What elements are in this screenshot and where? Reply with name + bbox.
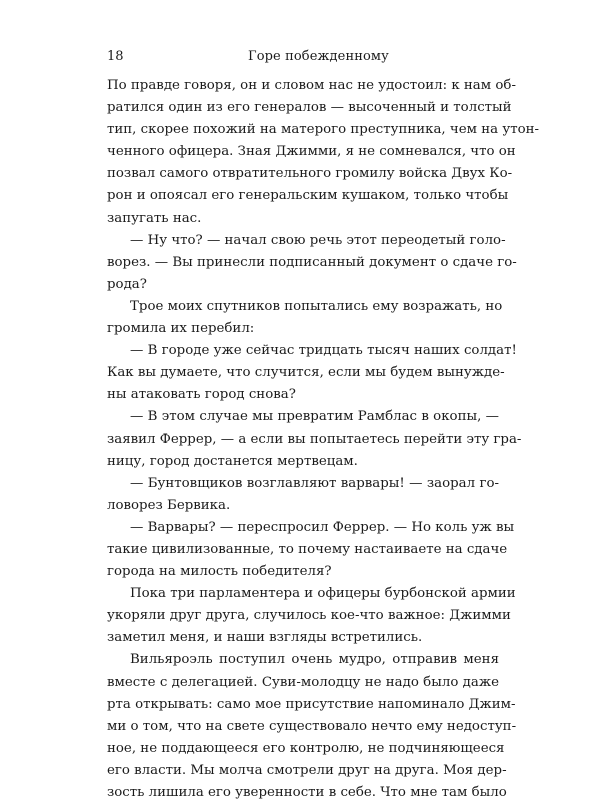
paragraph xyxy=(107,649,517,804)
text-line: — Ну что? — начал свою речь этот переодетый голо- xyxy=(130,232,506,248)
running-title: Горе побежденному xyxy=(248,49,389,64)
paragraph xyxy=(107,517,515,583)
text-line: его власти. Мы молча смотрели друг на друга. Моя дер- xyxy=(107,762,507,778)
text-line: Вильяроэль поступил очень мудро, отправив меня xyxy=(130,652,499,668)
text-line: такие цивилизованные, то почему настаиваете на сдаче xyxy=(107,541,508,557)
paragraph xyxy=(107,296,503,340)
text-line: тип, скорее похожий на матерого преступника, чем на утон- xyxy=(107,122,540,138)
page-number: 18 xyxy=(107,49,124,64)
text-line: ратился один из его генералов — высоченный и толстый xyxy=(107,100,512,116)
text-line: ное, не поддающееся его контролю, не подчиняющееся xyxy=(107,740,505,756)
text-line: громила их перебил: xyxy=(107,321,255,337)
text-line: укоряли друг друга, случилось кое-что важное: Джимми xyxy=(107,608,511,624)
text-line: рода? xyxy=(107,276,147,292)
paragraph xyxy=(107,340,517,406)
paragraph xyxy=(107,406,522,472)
text-line: города на милость победителя? xyxy=(107,564,332,580)
text-line: По правде говоря, он и словом нас не удостоил: к нам об- xyxy=(107,78,516,93)
body-text xyxy=(107,75,540,804)
text-line: вместе с делегацией. Суви-молодцу не надо было даже xyxy=(107,674,499,690)
paragraph xyxy=(107,473,499,517)
text-line: ворез. — Вы принесли подписанный документ о сдаче го- xyxy=(107,254,517,270)
text-line: — В этом случае мы превратим Рамблас в окопы, — xyxy=(130,409,499,425)
paragraph xyxy=(107,75,540,230)
text-line: Пока три парламентера и офицеры бурбонской армии xyxy=(130,586,516,602)
paragraph xyxy=(107,230,517,296)
text-line: заметил меня, и наши взгляды встретились. xyxy=(107,630,423,646)
text-line: ченного офицера. Зная Джимми, я не сомневался, что он xyxy=(107,144,516,160)
text-line: запугать нас. xyxy=(107,210,202,226)
text-line: рта открывать: само мое присутствие напоминало Джим- xyxy=(107,696,516,712)
text-line: ны атаковать город снова? xyxy=(107,387,296,403)
text-line: позвал самого отвратительного громилу войска Двух Ко- xyxy=(107,166,513,182)
text-line: — В городе уже сейчас тридцать тысяч наших солдат! xyxy=(130,343,517,359)
text-line: рон и опоясал его генеральским кушаком, только чтобы xyxy=(107,188,509,204)
text-line: Как вы думаете, что случится, если мы будем вынужде- xyxy=(107,365,505,381)
text-line: ницу, город достанется мертвецам. xyxy=(107,453,358,469)
text-line: — Варвары? — переспросил Феррер. — Но коль уж вы xyxy=(130,519,515,535)
paragraph xyxy=(107,583,516,649)
page-header xyxy=(107,47,497,67)
text-line: заявил Феррер, — а если вы попытаетесь перейти эту гра- xyxy=(107,431,522,447)
text-line: Трое моих спутников попытались ему возражать, но xyxy=(130,298,503,314)
text-line: ми о том, что на свете существовало нечто ему недоступ- xyxy=(107,718,517,734)
text-line: ловорез Бервика. xyxy=(107,497,231,513)
text-line: — Бунтовщиков возглавляют варвары! — заорал го- xyxy=(130,475,499,491)
text-line: зость лишила его уверенности в себе. Что мне там было xyxy=(107,785,507,800)
